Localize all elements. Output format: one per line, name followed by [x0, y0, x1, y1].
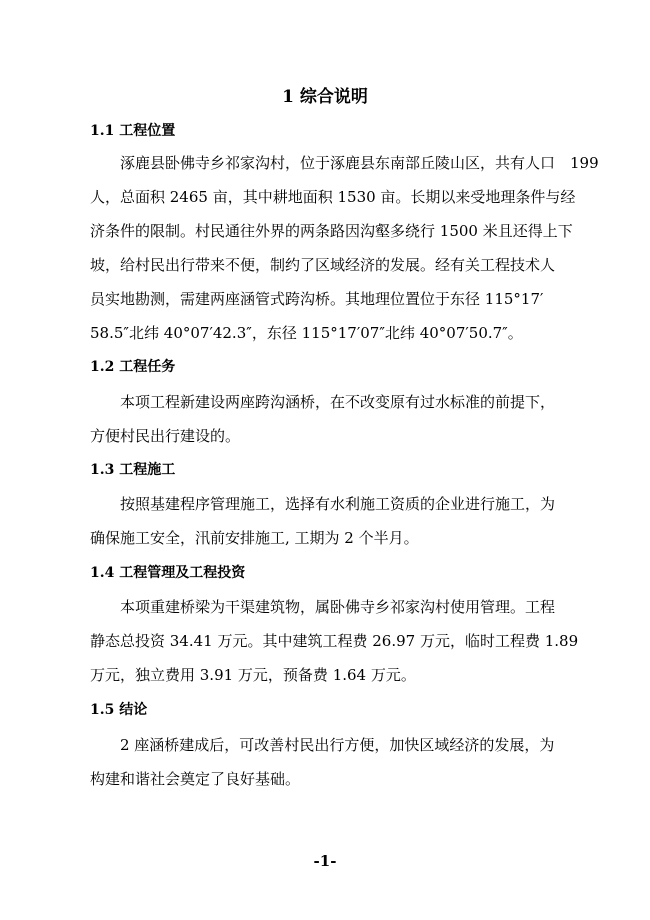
page-title: 1 综合说明: [282, 87, 368, 107]
section-heading-location: 1.1 工程位置: [90, 123, 176, 139]
paragraph-line: 方便村民出行建设的。: [90, 427, 241, 445]
section-heading-management-investment: 1.4 工程管理及工程投资: [90, 565, 246, 581]
paragraph-line: 人，总面积 2465 亩，其中耕地面积 1530 亩。长期以来受地理条件与经: [90, 188, 576, 206]
paragraph-line: 58.5″北纬 40°07′42.3″，东径 115°17′07″北纬 40°07′50.7″。: [90, 324, 523, 342]
page-number: -1-: [313, 852, 337, 870]
paragraph-line: 济条件的限制。村民通往外界的两条路因沟壑多绕行 1500 米且还得上下: [90, 222, 573, 240]
paragraph-line: 万元，独立费用 3.91 万元，预备费 1.64 万元。: [90, 666, 416, 684]
paragraph-line: 员实地勘测，需建两座涵管式跨沟桥。其地理位置位于东径 115°17′: [90, 290, 544, 308]
paragraph-line: 涿鹿县卧佛寺乡祁家沟村，位于涿鹿县东南部丘陵山区，共有人口 199: [120, 154, 599, 172]
paragraph-line: 本项工程新建设两座跨沟涵桥，在不改变原有过水标准的前提下，: [120, 393, 556, 411]
paragraph-line: 构建和谐社会奠定了良好基础。: [90, 770, 301, 788]
paragraph-line: 2 座涵桥建成后，可改善村民出行方便，加快区域经济的发展，为: [120, 736, 555, 754]
section-heading-tasks: 1.2 工程任务: [90, 359, 176, 375]
paragraph-line: 确保施工安全，汛前安排施工, 工期为 2 个半月。: [90, 529, 419, 547]
paragraph-line: 按照基建程序管理施工，选择有水利施工资质的企业进行施工，为: [120, 495, 556, 513]
section-heading-construction: 1.3 工程施工: [90, 462, 176, 478]
paragraph-line: 坡，给村民出行带来不便，制约了区域经济的发展。经有关工程技术人: [90, 256, 556, 274]
paragraph-line: 本项重建桥梁为干渠建筑物，属卧佛寺乡祁家沟村使用管理。工程: [120, 598, 556, 616]
section-heading-conclusion: 1.5 结论: [90, 702, 148, 718]
paragraph-line: 静态总投资 34.41 万元。其中建筑工程费 26.97 万元，临时工程费 1.89: [90, 632, 579, 650]
